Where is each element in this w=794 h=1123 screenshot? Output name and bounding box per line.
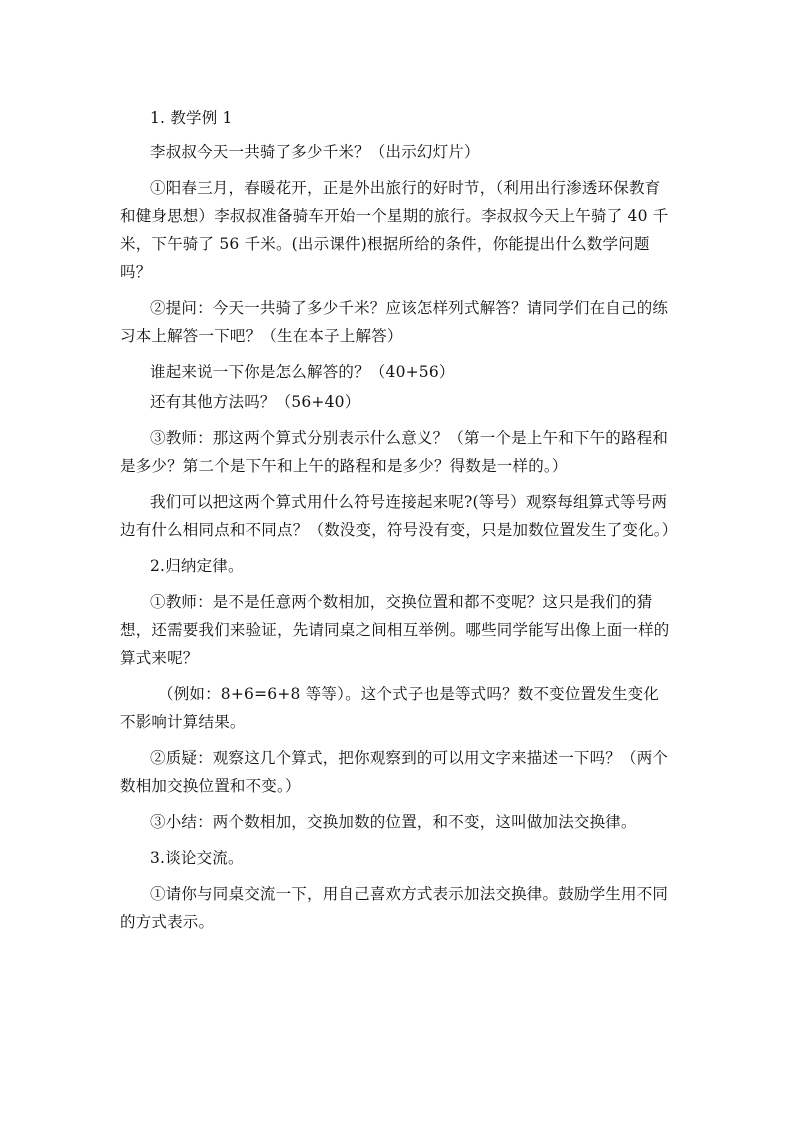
paragraph-answer-1: 谁起来说一下你是怎么解答的？（40+56） — [150, 363, 455, 381]
paragraph-observe: ②质疑：观察这几个算式，把你观察到的可以用文字来描述一下吗？（两个数相加交换位置和不变。） — [120, 749, 669, 795]
paragraph-verify: ①教师：是不是任意两个数相加，交换位置和都不变呢？这只是我们的猜想，还需要我们来验证，先请同桌之间相互举例。哪些同学能写出像上面一样的算式来呢？ — [120, 593, 670, 667]
paragraph-answer-2: 还有其他方法吗？（56+40） — [150, 393, 361, 411]
paragraph-question: 李叔叔今天一共骑了多少千米？（出示幻灯片） — [150, 143, 480, 161]
document-body — [120, 104, 678, 944]
paragraph-teacher-question: ③教师：那这两个算式分别表示什么意义？（第一个是上午和下午的路程和是多少？第二个是下午和上午的路程和是多少？得数是一样的。） — [120, 429, 669, 475]
paragraph-prompt: ②提问：今天一共骑了多少千米？应该怎样列式解答？请同学们在自己的练习本上解答一下吧？（生在本子上解答） — [120, 299, 669, 345]
paragraph-scenario: ①阳春三月，春暖花开，正是外出旅行的好时节，（利用出行渗透环保教育和健身思想）李叔叔准备骑车开始一个星期的旅行。李叔叔今天上午骑了 40 千米，下午骑了 56 千米。(出示课件)根据所给的条件，你能提出什么数学问题吗？ — [120, 179, 669, 281]
section-heading-1: 1. 教学例 1 — [150, 109, 233, 127]
paragraph-example: （例如：8+6=6+8 等等）。这个式子也是等式吗？数不变位置发生变化不影响计算结果。 — [120, 685, 660, 731]
section-heading-3: 3.谈论交流。 — [150, 849, 244, 867]
section-heading-2: 2.归纳定律。 — [150, 557, 244, 575]
paragraph-summary: ③小结：两个数相加，交换加数的位置，和不变，这叫做加法交换律。 — [150, 813, 637, 831]
paragraph-discussion: ①请你与同桌交流一下，用自己喜欢方式表示加法交换律。鼓励学生用不同的方式表示。 — [120, 885, 669, 931]
paragraph-compare: 我们可以把这两个算式用什么符号连接起来呢?(等号）观察每组算式等号两边有什么相同点和不同点？（数没变，符号没有变，只是加数位置发生了变化。） — [120, 493, 678, 539]
